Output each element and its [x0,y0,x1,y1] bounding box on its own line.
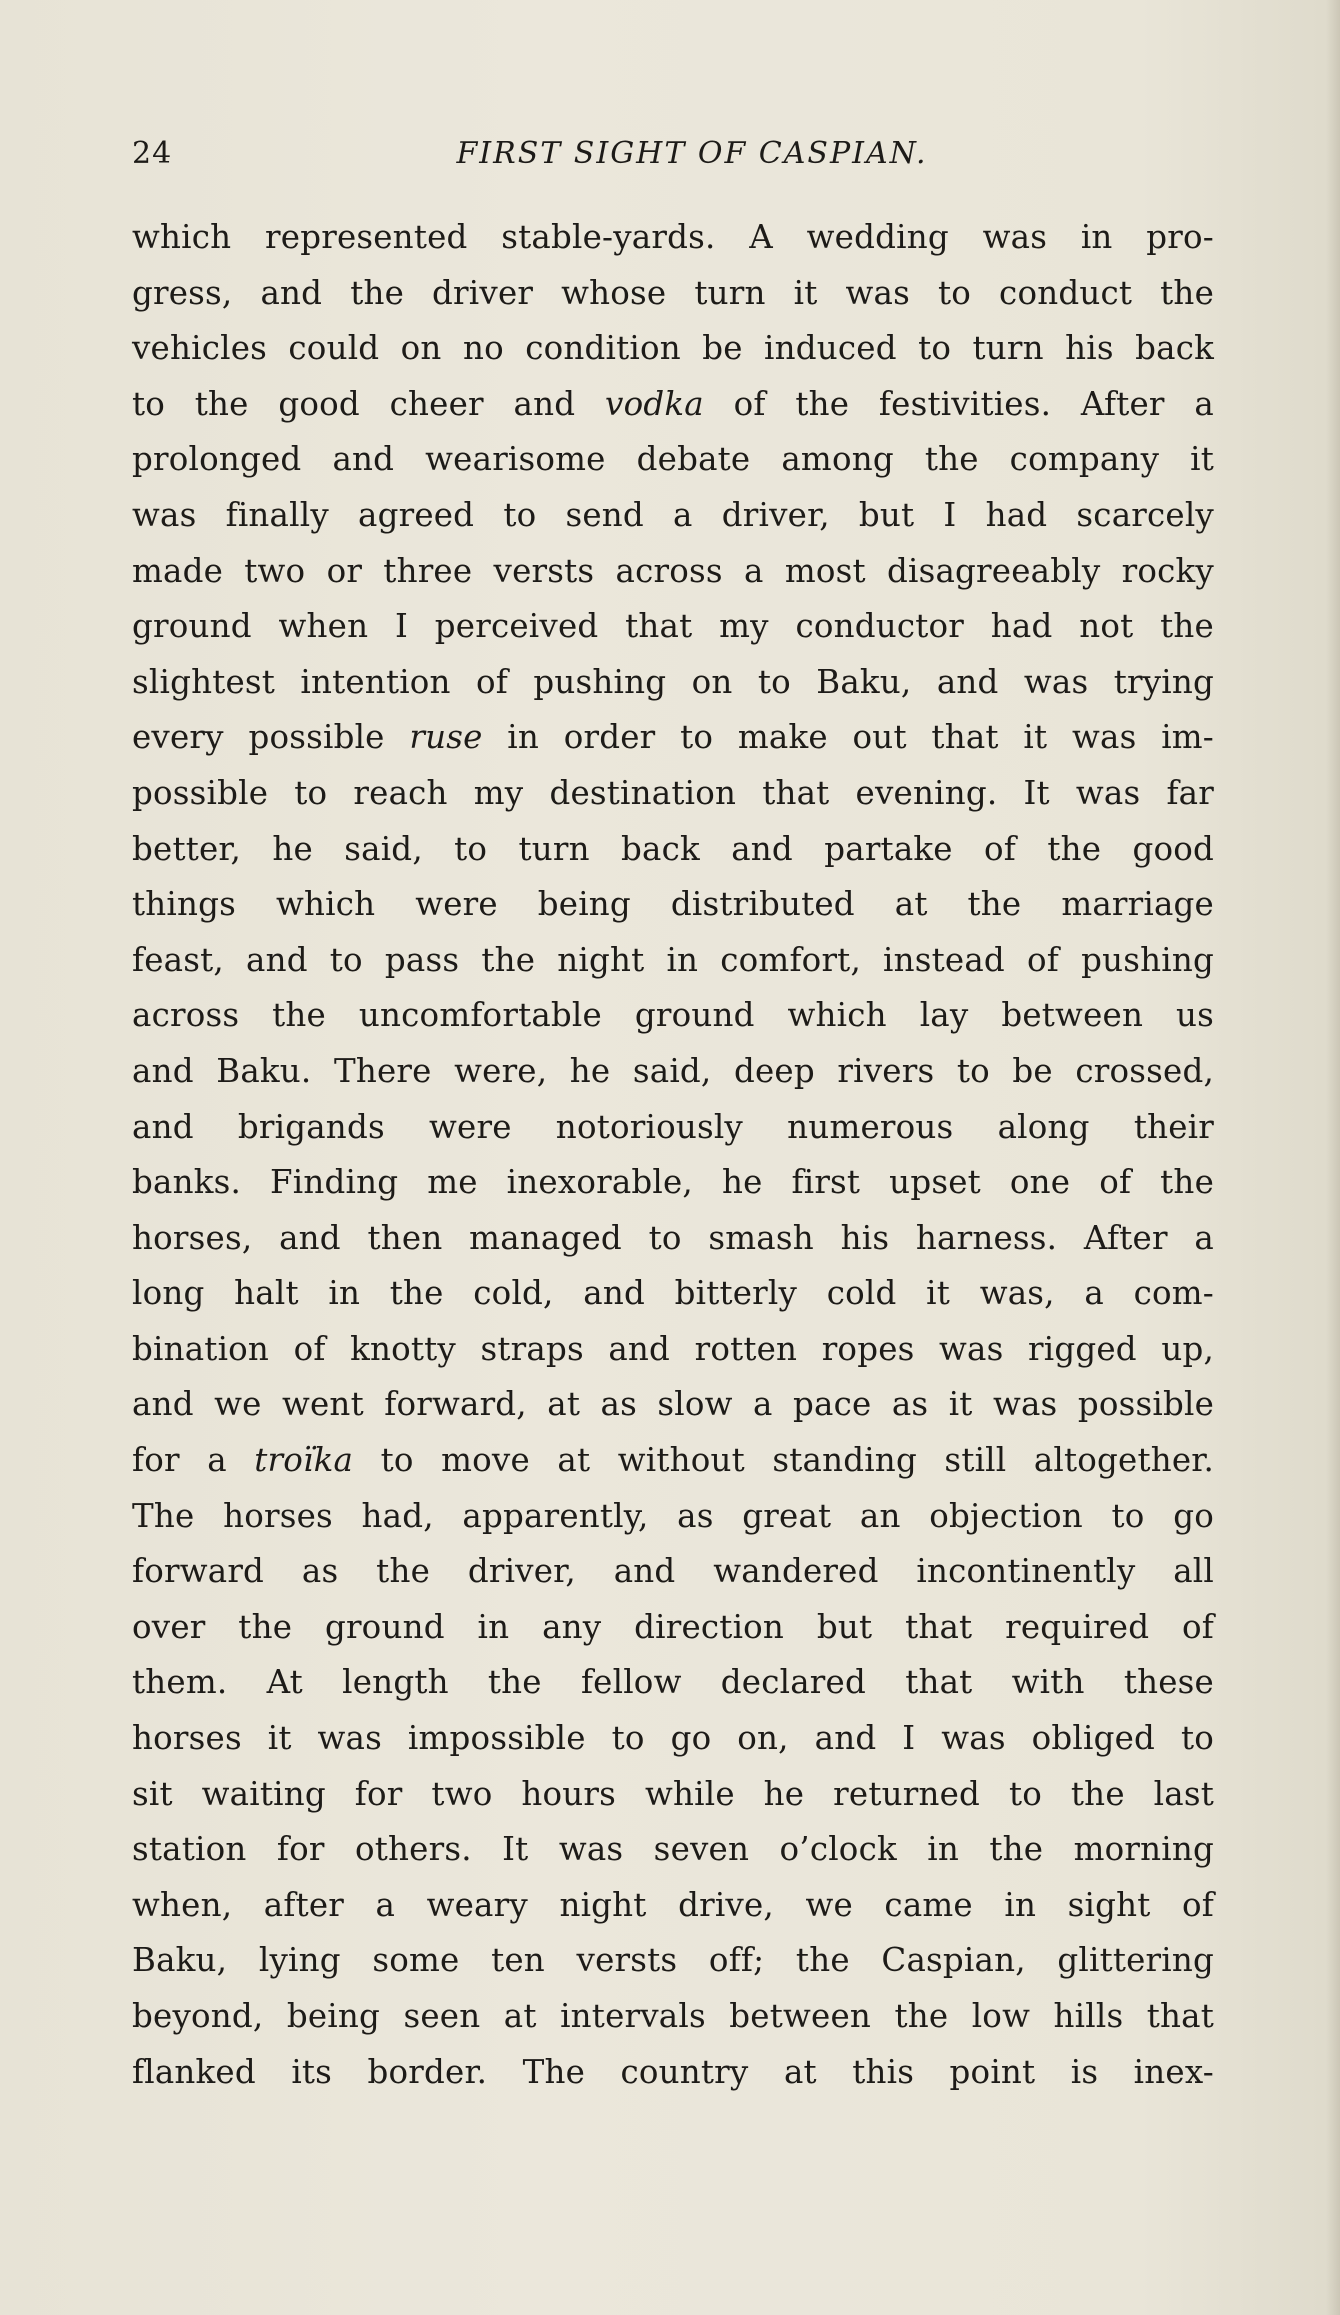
text-run: beyond, being seen at intervals between the low hills that [132,1997,1214,2035]
italic-word: ruse [409,718,483,757]
italic-word: troïka [254,1441,354,1480]
text-run: feast, and to pass the night in comfort, instead of pushing [132,940,1214,979]
text-run: horses, and then managed to smash his harness. After a [132,1218,1214,1257]
text-run: and Baku. There were, he said, deep rivers to be crossed, [132,1051,1214,1090]
text-run: slightest intention of pushing on to Baku, and was trying [132,662,1214,701]
text-line [132,1933,1214,1989]
text-line [132,877,1214,933]
text-run: was finally agreed to send a driver, but I had scarcely [132,495,1214,534]
text-line [132,321,1214,377]
text-run: Baku, lying some ten versts off; the Caspian, glittering [132,1941,1214,1980]
text-run: ground when I perceived that my conductor had not the [132,607,1214,646]
text-line [132,210,1214,266]
text-run: things which were being distributed at the marriage [132,885,1214,924]
text-line [132,766,1214,822]
text-run: to the good cheer and [132,384,606,423]
text-line [132,933,1214,989]
text-line [132,1433,1214,1489]
text-line [132,1100,1214,1156]
text-run: and we went forward, at as slow a pace as it was possible [132,1385,1214,1424]
text-line [132,1544,1214,1600]
text-line [132,655,1214,711]
italic-word: vodka [605,384,704,423]
text-run: when, after a weary night drive, we came in sight of [132,1885,1214,1924]
text-line [132,432,1214,488]
text-run: flanked its border. The country at this point is inex- [132,2052,1214,2091]
text-run: long halt in the cold, and bitterly cold it was, a com- [132,1274,1214,1313]
text-run: for a [132,1441,255,1480]
text-line [132,1822,1214,1878]
text-line [132,1767,1214,1823]
page-number: 24 [132,136,173,171]
text-line [132,488,1214,544]
text-run: to move at without standing still altogether. [353,1441,1215,1480]
text-run: The horses had, apparently, as great an objection to go [132,1496,1214,1535]
text-run: horses it was impossible to go on, and I was obliged to [132,1719,1214,1758]
text-run: prolonged and wearisome debate among the company it [132,440,1214,479]
text-line [132,1989,1214,2045]
text-line [132,1155,1214,1211]
text-run: banks. Finding me inexorable, he first upset one of the [132,1163,1214,1202]
text-line [132,1600,1214,1656]
body-text [132,210,1214,2100]
text-line [132,2045,1214,2101]
text-line [132,1655,1214,1711]
text-run: bination of knotty straps and rotten ropes was rigged up, [132,1329,1214,1368]
text-run: and brigands were notoriously numerous along their [132,1107,1214,1146]
text-run: over the ground in any direction but that required of [132,1607,1214,1646]
text-run: across the uncomfortable ground which lay between us [132,996,1214,1035]
text-run: every possible [132,718,410,757]
text-line [132,1211,1214,1267]
text-run: possible to reach my destination that evening. It was far [132,773,1214,812]
page-edge-shadow [1326,0,1340,2315]
text-line [132,266,1214,322]
text-run: vehicles could on no condition be induced to turn his back [132,329,1214,368]
text-line [132,988,1214,1044]
text-run: gress, and the driver whose turn it was to conduct the [132,273,1214,312]
text-run: in order to make out that it was im- [482,718,1214,757]
text-line [132,1266,1214,1322]
text-run: station for others. It was seven o’clock in the morning [132,1830,1214,1869]
text-line [132,822,1214,878]
text-run: sit waiting for two hours while he returned to the last [132,1774,1214,1813]
text-line [132,599,1214,655]
text-line [132,1377,1214,1433]
text-run: made two or three versts across a most disagreeably rocky [132,551,1214,590]
text-line [132,377,1214,433]
text-line [132,710,1214,766]
text-line [132,1044,1214,1100]
text-run: of the festivities. After a [703,384,1214,423]
text-run: better, he said, to turn back and partake of the good [132,829,1214,868]
text-line [132,1711,1214,1767]
running-head: FIRST SIGHT OF CASPIAN. [456,136,928,171]
text-line [132,1878,1214,1934]
text-run: them. At length the fellow declared that with these [132,1663,1214,1702]
text-run: forward as the driver, and wandered incontinently all [132,1552,1214,1591]
text-line [132,1322,1214,1378]
text-run: which represented stable-yards. A wedding was in pro- [132,218,1214,256]
text-line [132,544,1214,600]
text-line [132,1489,1214,1545]
page-header [132,136,1212,180]
